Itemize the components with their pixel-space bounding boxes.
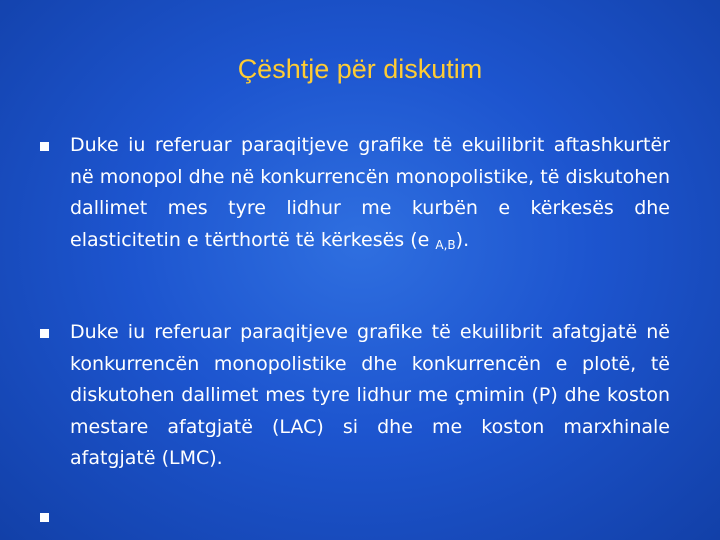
bullet-text-end: ).: [455, 228, 470, 251]
bullet-text-subscript: A,B: [435, 237, 456, 252]
slide-title: Çështje për diskutim: [237, 54, 483, 84]
square-bullet-icon: [40, 142, 49, 151]
bullet-item: [32, 317, 710, 475]
bullet-text: [70, 130, 670, 256]
bullet-text: Duke iu referuar paraqitjeve grafike të ekuilibrit afatgjatë në konkurrencën monopolistike dhe konkurrencën e plotë, të diskutohen dallimet mes tyre lidhur me çmimin (P) dhe koston mestare afatgjatë (LAC) si dhe me koston marxhinale afatgjatë (LMC).: [70, 321, 670, 469]
bullet-item: [32, 130, 710, 256]
bullet-text-main: Duke iu referuar paraqitjeve grafike të ekuilibrit aftashkurtër në monopol dhe në konkurrencën monopolistike, të diskutohen dallimet mes tyre lidhur me kurbën e kërkesës dhe elasticitetin e tërthortë të kërkesës (e: [70, 134, 670, 251]
square-bullet-icon: [40, 329, 49, 338]
square-bullet-icon: [40, 513, 49, 522]
